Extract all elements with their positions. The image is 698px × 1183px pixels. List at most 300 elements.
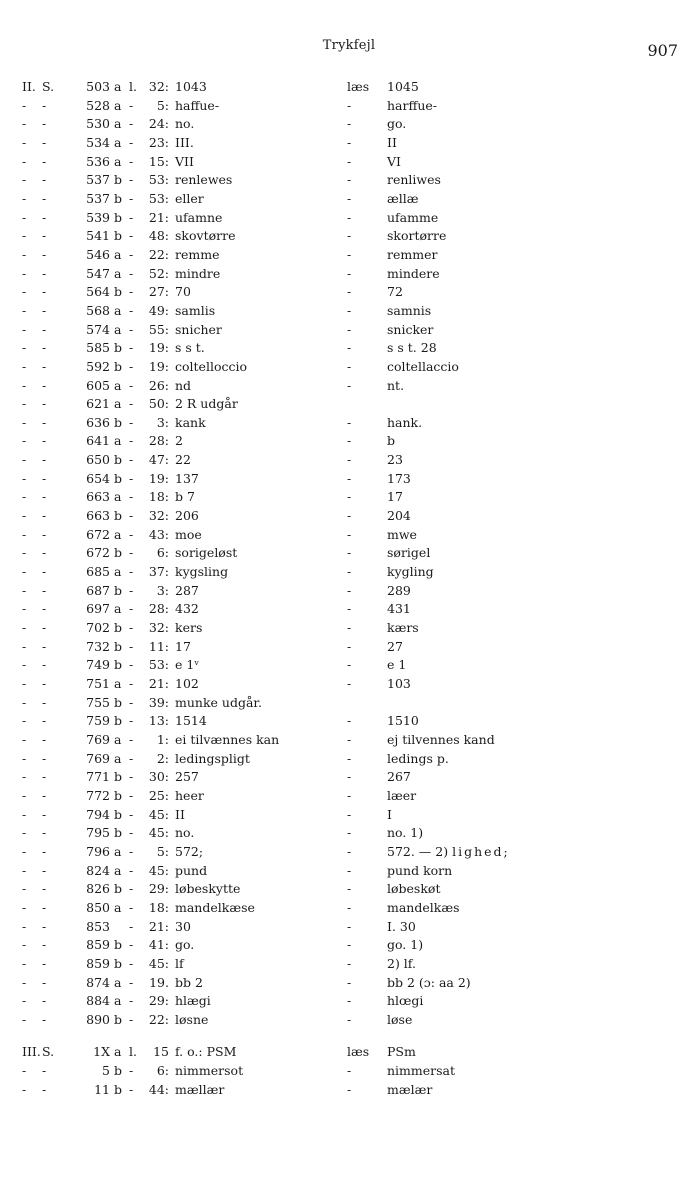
volume-marker: -	[22, 452, 27, 468]
read-marker: -	[347, 209, 352, 225]
errata-row	[22, 115, 682, 134]
section-marker: -	[42, 1063, 47, 1079]
read-marker: -	[347, 769, 352, 785]
line-ref: 2:	[156, 750, 169, 766]
column-ref: b	[114, 657, 123, 673]
errata-row	[22, 265, 682, 284]
erroneous-text: 1514	[175, 713, 207, 729]
corrected-text: VI	[387, 153, 401, 169]
section-marker: -	[42, 116, 47, 132]
volume-marker: -	[22, 750, 27, 766]
line-label: -	[129, 134, 134, 150]
column-ref: a	[114, 377, 122, 393]
line-label: -	[129, 899, 134, 915]
errata-row	[22, 302, 682, 321]
errata-row	[22, 321, 682, 340]
page-ref: 663	[86, 489, 110, 505]
volume-marker: -	[22, 862, 27, 878]
page-ref: 564	[86, 284, 110, 300]
page-ref: 528	[86, 97, 110, 113]
line-ref: 30:	[148, 769, 169, 785]
section-marker: -	[42, 433, 47, 449]
section-marker: -	[42, 172, 47, 188]
page-ref: 824	[86, 862, 110, 878]
erroneous-text: mællær	[175, 1081, 225, 1097]
erroneous-text: f. o.: PSM	[175, 1044, 237, 1060]
section-marker: -	[42, 545, 47, 561]
corrected-text: kærs	[387, 620, 419, 636]
read-marker: -	[347, 508, 352, 524]
line-label: -	[129, 433, 134, 449]
page-ref: 859	[86, 937, 110, 953]
page-ref: 537	[86, 172, 110, 188]
line-label: -	[129, 190, 134, 206]
erroneous-text: II	[175, 806, 185, 822]
column-ref: b	[114, 955, 123, 971]
corrected-text: mandelkæs	[387, 899, 460, 915]
volume-marker: -	[22, 340, 27, 356]
volume-marker: -	[22, 676, 27, 691]
page-ref: 547	[86, 265, 110, 281]
erroneous-text: mandelkæse	[175, 899, 255, 915]
volume-marker: -	[22, 265, 27, 281]
corrected-text: nt.	[387, 377, 405, 393]
page-ref: 539	[86, 209, 110, 225]
column-ref: a	[114, 843, 122, 859]
section-marker: -	[42, 470, 47, 486]
read-marker: læs	[347, 79, 370, 94]
errata-row	[22, 227, 682, 246]
erroneous-text: hlægi	[175, 993, 211, 1009]
erroneous-text: nimmersot	[175, 1063, 244, 1079]
errata-row	[22, 395, 682, 414]
line-ref: 15:	[148, 153, 169, 169]
corrected-text: 27	[387, 638, 403, 654]
line-label: -	[129, 377, 134, 393]
page-ref: 11	[94, 1081, 110, 1097]
column-ref: a	[114, 601, 122, 617]
volume-marker: II.	[22, 79, 36, 94]
erroneous-text: VII	[175, 153, 194, 169]
line-label: -	[129, 582, 134, 598]
erroneous-text: 432	[175, 601, 199, 617]
erroneous-text: eller	[175, 190, 204, 206]
erroneous-text: løsne	[175, 1011, 209, 1027]
read-marker: -	[347, 582, 352, 598]
section-marker: -	[42, 302, 47, 318]
column-ref: a	[114, 676, 122, 691]
spaced-correction: lighed;	[452, 843, 510, 859]
line-ref: 53:	[148, 172, 169, 188]
page-ref: 759	[86, 713, 110, 729]
line-ref: 29:	[148, 993, 169, 1009]
volume-marker: -	[22, 246, 27, 262]
erroneous-text: sorigeløst	[175, 545, 238, 561]
section-marker: -	[42, 955, 47, 971]
page-ref: 850	[86, 899, 110, 915]
column-ref: a	[114, 302, 122, 318]
line-label: -	[129, 713, 134, 729]
volume-marker: -	[22, 508, 27, 524]
column-ref: b	[114, 881, 123, 897]
section-marker: -	[42, 918, 47, 934]
line-label: -	[129, 601, 134, 617]
line-ref: 11:	[148, 638, 169, 654]
column-ref: b	[114, 452, 123, 468]
volume-marker: -	[22, 321, 27, 337]
line-ref: 45:	[148, 825, 169, 841]
column-ref: a	[114, 974, 122, 990]
page-ref: 663	[86, 508, 110, 524]
corrected-text: 204	[387, 508, 411, 524]
line-ref: 3:	[156, 582, 169, 598]
page-ref: 826	[86, 881, 110, 897]
page-ref: 769	[86, 731, 110, 747]
read-marker: -	[347, 937, 352, 953]
line-ref: 24:	[148, 116, 169, 132]
read-marker: -	[347, 526, 352, 542]
line-label: -	[129, 153, 134, 169]
volume-marker: -	[22, 190, 27, 206]
errata-row	[22, 824, 682, 843]
errata-row	[22, 414, 682, 433]
line-label: -	[129, 302, 134, 318]
errata-row	[22, 97, 682, 116]
errata-row	[22, 563, 682, 582]
section-marker: -	[42, 396, 47, 412]
errata-row	[22, 936, 682, 955]
page-ref: 621	[86, 396, 110, 412]
errata-row	[22, 787, 682, 806]
read-marker: -	[347, 825, 352, 841]
read-marker: -	[347, 620, 352, 636]
errata-row	[22, 488, 682, 507]
line-label: -	[129, 993, 134, 1009]
line-ref: 21:	[148, 676, 169, 691]
volume-marker: -	[22, 974, 27, 990]
section-marker: -	[42, 806, 47, 822]
column-ref: b	[114, 190, 123, 206]
line-ref: 32:	[148, 79, 169, 94]
erroneous-text: munke udgår.	[175, 694, 262, 710]
page-ref: 685	[86, 564, 110, 580]
corrected-text: læer	[387, 787, 417, 803]
errata-row	[22, 209, 682, 228]
volume-marker: -	[22, 806, 27, 822]
section-marker: -	[42, 620, 47, 636]
line-ref: 28:	[148, 433, 169, 449]
line-label: -	[129, 620, 134, 636]
line-ref: 18:	[148, 489, 169, 505]
corrected-text: mwe	[387, 526, 417, 542]
corrected-text: remmer	[387, 246, 438, 262]
erroneous-text: kers	[175, 620, 203, 636]
volume-marker: -	[22, 302, 27, 318]
line-label: -	[129, 321, 134, 337]
section-marker: -	[42, 750, 47, 766]
page-ref: 592	[86, 358, 110, 374]
line-ref: 5:	[156, 843, 169, 859]
volume-marker: -	[22, 228, 27, 244]
line-label: -	[129, 508, 134, 524]
page-ref: 574	[86, 321, 110, 337]
volume-marker: -	[22, 843, 27, 859]
corrected-text: 289	[387, 582, 411, 598]
corrected-text: coltellaccio	[387, 358, 459, 374]
page-ref: 890	[86, 1011, 110, 1027]
corrected-text: PSm	[387, 1044, 416, 1060]
page-ref: 769	[86, 750, 110, 766]
section-marker: -	[42, 676, 47, 691]
line-ref: 1:	[156, 731, 169, 747]
read-marker: -	[347, 955, 352, 971]
read-marker: -	[347, 134, 352, 150]
corrected-text: 1510	[387, 713, 419, 729]
errata-row	[22, 694, 682, 713]
column-ref: b	[114, 582, 123, 598]
column-ref: a	[114, 1044, 122, 1060]
section-marker: -	[42, 937, 47, 953]
line-label: -	[129, 1063, 134, 1079]
errata-row	[22, 768, 682, 787]
volume-marker: -	[22, 284, 27, 300]
column-ref: a	[114, 993, 122, 1009]
line-label: -	[129, 97, 134, 113]
line-ref: 41:	[148, 937, 169, 953]
line-ref: 45:	[148, 806, 169, 822]
erroneous-text: skovtørre	[175, 228, 236, 244]
corrected-text: harffue-	[387, 97, 438, 113]
errata-row	[22, 600, 682, 619]
line-label: -	[129, 470, 134, 486]
page-ref: 853	[86, 918, 110, 934]
volume-marker: -	[22, 134, 27, 150]
errata-table	[22, 78, 682, 1099]
line-ref: 6:	[156, 1063, 169, 1079]
section-marker: -	[42, 508, 47, 524]
column-ref: b	[114, 470, 123, 486]
read-marker: -	[347, 340, 352, 356]
corrected-text: ej tilvennes kand	[387, 731, 495, 747]
volume-marker: -	[22, 825, 27, 841]
page-ref: 796	[86, 843, 110, 859]
volume-marker: -	[22, 993, 27, 1009]
column-ref: a	[114, 564, 122, 580]
column-ref: b	[114, 1063, 123, 1079]
section-marker: -	[42, 284, 47, 300]
erroneous-text: go.	[175, 937, 195, 953]
line-label: -	[129, 284, 134, 300]
read-marker: -	[347, 452, 352, 468]
section-marker: -	[42, 825, 47, 841]
erroneous-text: heer	[175, 787, 204, 803]
read-marker: læs	[347, 1044, 370, 1060]
page-ref: 884	[86, 993, 110, 1009]
page-ref: 732	[86, 638, 110, 654]
errata-row	[22, 656, 682, 675]
line-label: -	[129, 955, 134, 971]
page-ref: 568	[86, 302, 110, 318]
line-ref: 45:	[148, 955, 169, 971]
line-ref: 32:	[148, 508, 169, 524]
volume-marker: -	[22, 377, 27, 393]
column-ref: b	[114, 787, 123, 803]
read-marker: -	[347, 787, 352, 803]
page-ref: 859	[86, 955, 110, 971]
errata-row	[22, 712, 682, 731]
read-marker: -	[347, 750, 352, 766]
errata-row	[22, 283, 682, 302]
errata-row	[22, 190, 682, 209]
erroneous-text: 2	[175, 433, 183, 449]
corrected-text: II	[387, 134, 397, 150]
section-marker: -	[42, 452, 47, 468]
volume-marker: -	[22, 937, 27, 953]
volume-marker: -	[22, 582, 27, 598]
line-ref: 19:	[148, 358, 169, 374]
column-ref: a	[114, 899, 122, 915]
page-ref: 546	[86, 246, 110, 262]
line-label: -	[129, 452, 134, 468]
section-marker: S.	[42, 79, 55, 94]
read-marker: -	[347, 601, 352, 617]
column-ref: b	[114, 806, 123, 822]
volume-marker: -	[22, 396, 27, 412]
column-ref	[114, 918, 129, 937]
line-ref: 19:	[148, 470, 169, 486]
column-ref: a	[114, 97, 122, 113]
volume-marker: III.	[22, 1044, 41, 1060]
read-marker: -	[347, 862, 352, 878]
column-ref: b	[114, 769, 123, 785]
line-label: -	[129, 638, 134, 654]
section-marker: -	[42, 769, 47, 785]
read-marker: -	[347, 843, 352, 859]
column-ref: b	[114, 508, 123, 524]
line-label: -	[129, 825, 134, 841]
erroneous-text: 206	[175, 508, 199, 524]
line-ref: 50:	[148, 396, 169, 412]
volume-marker: -	[22, 769, 27, 785]
line-label: -	[129, 526, 134, 542]
read-marker: -	[347, 377, 352, 393]
volume-marker: -	[22, 470, 27, 486]
line-ref: 25:	[148, 787, 169, 803]
corrected-text: 72	[387, 284, 403, 300]
column-ref: b	[114, 545, 123, 561]
corrected-text: I. 30	[387, 918, 416, 934]
page-ref: 503	[86, 79, 110, 94]
line-label: -	[129, 769, 134, 785]
column-ref: a	[114, 246, 122, 262]
section-marker: -	[42, 881, 47, 897]
corrected-text: 572. — 2) lighed;	[387, 843, 510, 859]
read-marker: -	[347, 470, 352, 486]
section-gap	[22, 1029, 682, 1043]
page-ref: 654	[86, 470, 110, 486]
page-ref: 650	[86, 452, 110, 468]
line-ref: 18:	[148, 899, 169, 915]
erroneous-text: 30	[175, 918, 191, 934]
column-ref: a	[114, 79, 122, 94]
line-label: -	[129, 881, 134, 897]
page-title: Trykfejl	[322, 38, 376, 53]
volume-marker: -	[22, 601, 27, 617]
line-ref: 53:	[148, 190, 169, 206]
corrected-text	[381, 395, 682, 414]
line-label: -	[129, 1011, 134, 1027]
volume-marker: -	[22, 414, 27, 430]
line-ref: 26:	[148, 377, 169, 393]
column-ref: b	[114, 172, 123, 188]
line-ref: 55:	[148, 321, 169, 337]
corrected-text: løse	[387, 1011, 413, 1027]
errata-row	[22, 246, 682, 265]
column-ref: b	[114, 694, 123, 710]
section-marker: -	[42, 899, 47, 915]
line-ref: 49:	[148, 302, 169, 318]
volume-marker: -	[22, 489, 27, 505]
corrected-text: b	[387, 433, 396, 449]
corrected-text: hank.	[387, 414, 423, 430]
page-ref: 636	[86, 414, 110, 430]
line-label: -	[129, 265, 134, 281]
line-ref: 28:	[148, 601, 169, 617]
column-ref: a	[114, 526, 122, 542]
corrected-text: ledings p.	[387, 750, 449, 766]
errata-row	[22, 507, 682, 526]
volume-marker: -	[22, 1081, 27, 1097]
erroneous-text: kygsling	[175, 564, 229, 580]
corrected-text: 17	[387, 489, 403, 505]
page-ref: 772	[86, 787, 110, 803]
page-ref: 794	[86, 806, 110, 822]
column-ref: a	[114, 116, 122, 132]
line-label: -	[129, 918, 134, 934]
corrected-text: 267	[387, 769, 411, 785]
erroneous-text: 2 R udgår	[175, 396, 238, 412]
line-ref: 22:	[148, 246, 169, 262]
volume-marker: -	[22, 713, 27, 729]
corrected-text: kygling	[387, 564, 434, 580]
read-marker: -	[347, 731, 352, 747]
erroneous-text: 102	[175, 676, 199, 691]
line-label: -	[129, 694, 134, 710]
read-marker: -	[347, 713, 352, 729]
corrected-text: go.	[387, 116, 407, 132]
erroneous-text: ledingspligt	[175, 750, 250, 766]
read-marker	[347, 694, 381, 713]
column-ref: b	[114, 414, 123, 430]
line-ref: 13:	[148, 713, 169, 729]
erroneous-text: pund	[175, 862, 208, 878]
section-marker: -	[42, 190, 47, 206]
page-ref: 702	[86, 620, 110, 636]
errata-row	[22, 918, 682, 937]
read-marker: -	[347, 657, 352, 673]
read-marker: -	[347, 358, 352, 374]
page-ref: 755	[86, 694, 110, 710]
corrected-text: snicker	[387, 321, 434, 337]
column-ref: b	[114, 209, 123, 225]
line-ref: 44:	[148, 1081, 169, 1097]
page-ref: 541	[86, 228, 110, 244]
read-marker: -	[347, 974, 352, 990]
line-ref: 48:	[148, 228, 169, 244]
line-ref: 45:	[148, 862, 169, 878]
line-label: -	[129, 172, 134, 188]
read-marker	[347, 395, 381, 414]
